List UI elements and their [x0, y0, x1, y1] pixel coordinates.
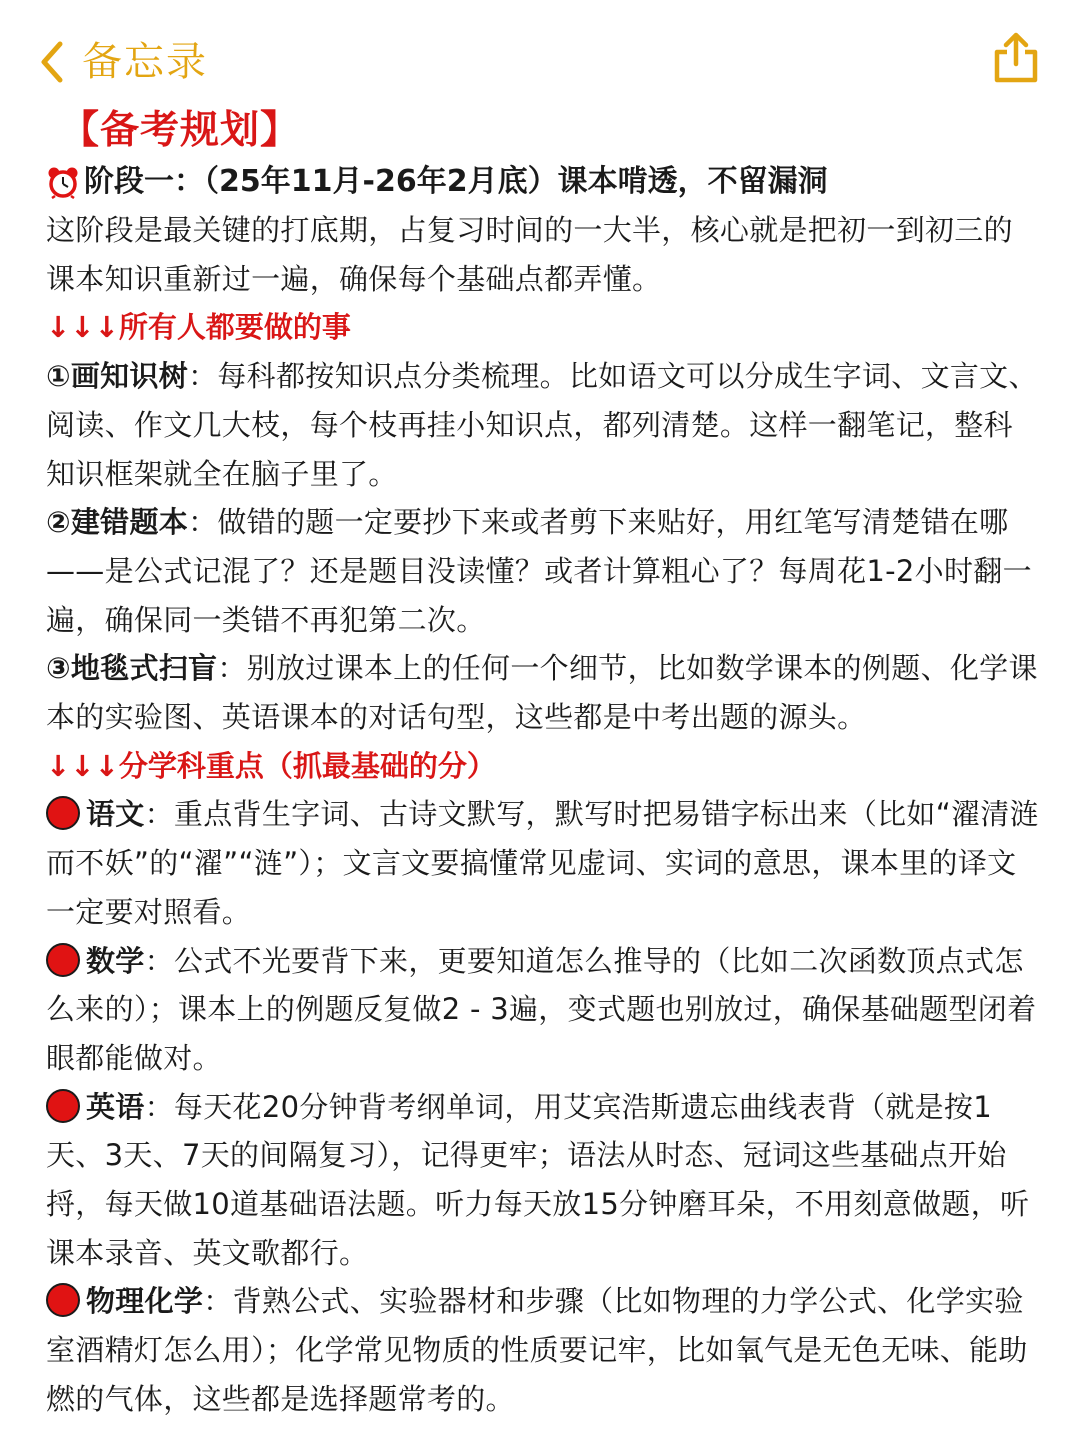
alarm-clock-icon	[46, 165, 80, 199]
task-text: 每科都按知识点分类梳理。比如语文可以分成生字词、文言文、阅读、作文几大枝，每个枝再挂小知识点，都列清楚。这样一翻笔记，整科知识框架就全在脑子里了。	[46, 359, 1038, 491]
subject-label: 数学	[86, 943, 145, 978]
intro-paragraph: 这阶段是最关键的打底期，占复习时间的一大半，核心就是把初一到初三的课本知识重新过一遍，确保每个基础点都弄懂。	[46, 213, 1013, 296]
subject-item	[46, 1277, 1040, 1423]
stage-heading-row	[46, 158, 1040, 206]
subject-text: 每天花20分钟背考纲单词，用艾宾浩斯遗忘曲线表背（就是按1天、3天、7天的间隔复习），记得更牢；语法从时态、冠词这些基础点开始捋，每天做10道基础语法题。听力每天放15分钟磨耳朵，不用刻意做题，听课本录音、英文歌都行。	[46, 1089, 1030, 1270]
back-label: 备忘录	[82, 39, 208, 85]
task-item	[46, 498, 1040, 644]
note-title: 【备考规划】	[60, 108, 301, 153]
red-circle-icon	[46, 943, 80, 977]
task-label: ②建错题本	[46, 505, 189, 540]
task-label: ③地毯式扫盲	[46, 651, 218, 686]
note-body[interactable]	[46, 104, 1040, 1424]
red-circle-icon	[46, 1283, 80, 1317]
task-text: 做错的题一定要抄下来或者剪下来贴好，用红笔写清楚错在哪——是公式记混了？还是题目没读懂？或者计算粗心了？每周花1-2小时翻一遍，确保同一类错不再犯第二次。	[46, 505, 1032, 637]
subject-label: 英语	[86, 1089, 145, 1124]
task-sep: ：	[188, 505, 218, 540]
task-label: ①画知识树	[46, 359, 189, 394]
chevron-left-icon	[38, 40, 66, 84]
red-circle-icon	[46, 796, 80, 830]
subject-text: 重点背生字词、古诗文默写，默写时把易错字标出来（比如“濯清涟而不妖”的“濯”“涟”）；文言文要搞懂常见虚词、实词的意思，课本里的译文一定要对照看。	[46, 797, 1039, 929]
nav-bar	[0, 0, 1080, 110]
subject-sep: ：	[203, 1284, 233, 1319]
share-button[interactable]	[992, 32, 1040, 84]
section-heading-all: ↓↓↓所有人都要做的事	[46, 310, 351, 345]
subject-item	[46, 790, 1040, 936]
task-text: 别放过课本上的任何一个细节，比如数学课本的例题、化学课本的实验图、英语课本的对话句型，这些都是中考出题的源头。	[46, 651, 1038, 735]
subject-text: 背熟公式、实验器材和步骤（比如物理的力学公式、化学实验室酒精灯怎么用）；化学常见物质的性质要记牢，比如氧气是无色无味、能助燃的气体，这些都是选择题常考的。	[46, 1284, 1028, 1416]
red-circle-icon	[46, 1089, 80, 1123]
share-icon	[992, 32, 1040, 84]
section-heading-subjects: ↓↓↓分学科重点（抓最基础的分）	[46, 748, 496, 783]
task-sep: ：	[217, 651, 247, 686]
task-sep: ：	[188, 359, 218, 394]
subject-sep: ：	[144, 943, 174, 978]
task-item	[46, 644, 1040, 741]
subject-sep: ：	[144, 1089, 174, 1124]
subject-label: 语文	[86, 797, 145, 832]
subject-item	[46, 1083, 1040, 1278]
stage-heading: 阶段一：（25年11月-26年2月底）课本啃透，不留漏洞	[84, 164, 828, 199]
subject-label: 物理化学	[86, 1284, 204, 1319]
task-item	[46, 352, 1040, 498]
back-button[interactable]	[38, 34, 208, 90]
subject-sep: ：	[144, 797, 174, 832]
subject-item	[46, 937, 1040, 1083]
subject-text: 公式不光要背下来，更要知道怎么推导的（比如二次函数顶点式怎么来的）；课本上的例题反复做2 - 3遍，变式题也别放过，确保基础题型闭着眼都能做对。	[46, 943, 1037, 1075]
